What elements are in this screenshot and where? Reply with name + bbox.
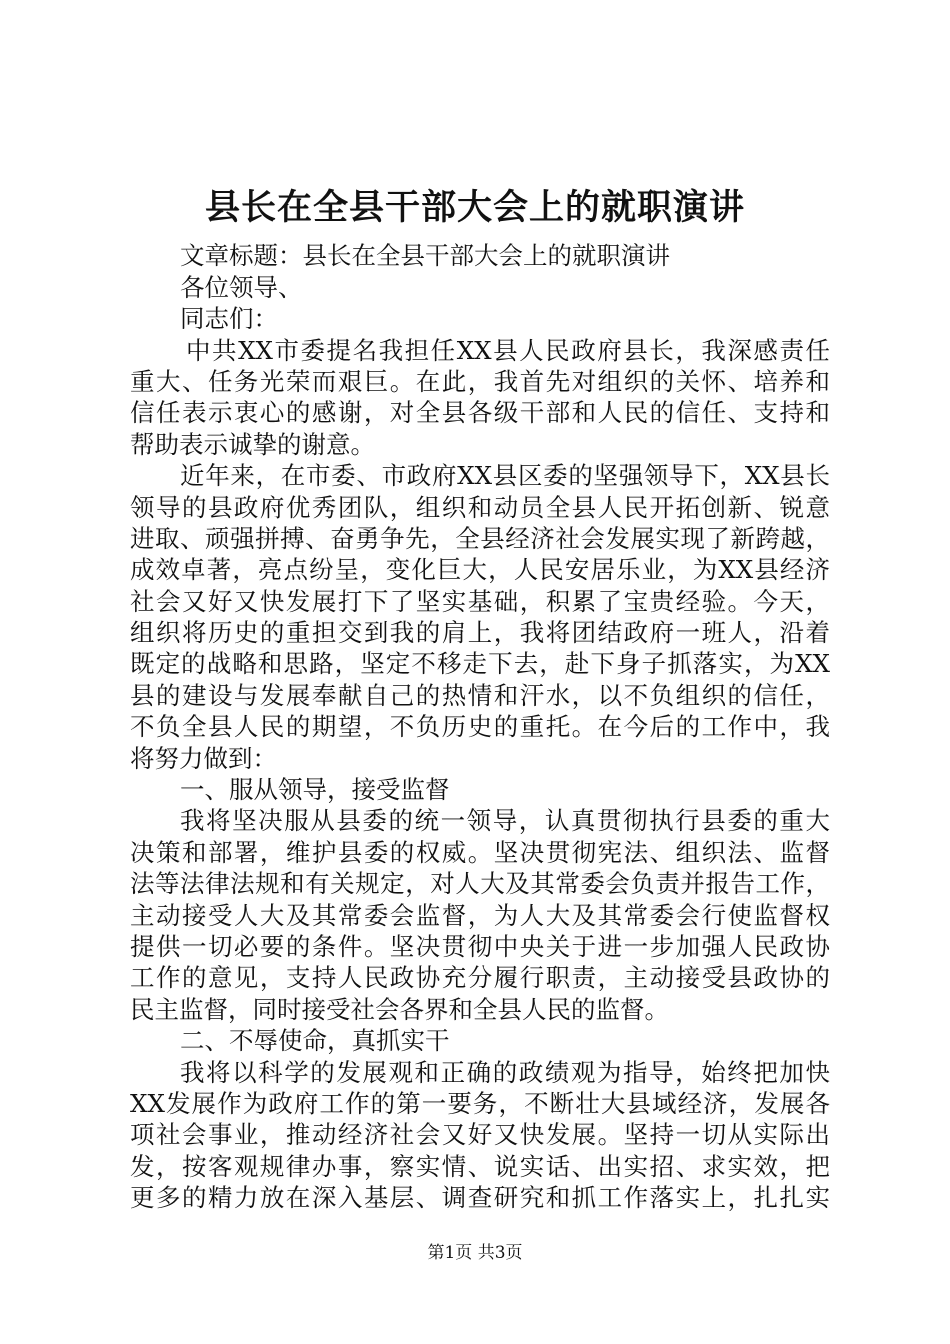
salutation-line: 同志们： <box>180 304 278 334</box>
paragraph-line: 我将坚决服从县委的统一领导，认真贯彻执行县委的重大 <box>180 806 830 836</box>
paragraph-line: 项社会事业，推动经济社会又好又快发展。坚持一切从实际出 <box>130 1120 830 1150</box>
section-heading: 二、不辱使命，真抓实干 <box>180 1026 450 1056</box>
paragraph-line: 既定的战略和思路，坚定不移走下去，赴下身子抓落实，为XX <box>130 649 830 679</box>
page-number: 第1页 共3页 <box>427 1243 523 1263</box>
paragraph-line: 成效卓著，亮点纷呈，变化巨大，人民安居乐业，为XX县经济 <box>130 555 830 585</box>
paragraph-line: 我将以科学的发展观和正确的政绩观为指导，始终把加快 <box>180 1057 830 1087</box>
article-title-line: 文章标题：县长在全县干部大会上的就职演讲 <box>180 241 670 271</box>
paragraph-line: 近年来，在市委、市政府XX县区委的坚强领导下，XX县长 <box>180 461 830 491</box>
paragraph-line: 信任表示衷心的感谢，对全县各级干部和人民的信任、支持和 <box>130 398 830 428</box>
paragraph-line: 领导的县政府优秀团队，组织和动员全县人民开拓创新、锐意 <box>130 492 830 522</box>
body-spacer <box>130 209 830 240</box>
document-body <box>130 209 830 1214</box>
paragraph-line: 不负全县人民的期望，不负历史的重托。在今后的工作中，我 <box>130 712 830 742</box>
section-heading: 一、服从领导，接受监督 <box>180 775 450 805</box>
paragraph-line: 法等法律法规和有关规定，对人大及其常委会负责并报告工作， <box>130 869 830 899</box>
document-title: 县长在全县干部大会上的就职演讲 <box>204 187 745 228</box>
paragraph-line: 工作的意见，支持人民政协充分履行职责，主动接受县政协的 <box>130 963 830 993</box>
paragraph-line: 社会又好又快发展打下了坚实基础，积累了宝贵经验。今天， <box>130 586 830 616</box>
paragraph-line: XX发展作为政府工作的第一要务，不断壮大县域经济，发展各 <box>130 1088 830 1118</box>
paragraph-line: 提供一切必要的条件。坚决贯彻中央关于进一步加强人民政协 <box>130 931 830 961</box>
salutation-line: 各位领导、 <box>180 272 303 302</box>
paragraph-line: 组织将历史的重担交到我的肩上，我将团结政府一班人，沿着 <box>130 618 830 648</box>
paragraph-line: 发，按客观规律办事，察实情、说实话、出实招、求实效，把 <box>130 1151 830 1181</box>
paragraph-line: 决策和部署，维护县委的权威。坚决贯彻宪法、组织法、监督 <box>130 837 830 867</box>
paragraph-line: 帮助表示诚挚的谢意。 <box>130 429 375 459</box>
paragraph-line: 民主监督，同时接受社会各界和全县人民的监督。 <box>130 994 669 1024</box>
paragraph-line: 进取、顽强拼搏、奋勇争先，全县经济社会发展实现了新跨越， <box>130 523 830 553</box>
paragraph-line: 中共XX市委提名我担任XX县人民政府县长，我深感责任 <box>186 335 830 365</box>
paragraph-line: 县的建设与发展奉献自己的热情和汗水，以不负组织的信任， <box>130 680 830 710</box>
paragraph-line: 主动接受人大及其常委会监督，为人大及其常委会行使监督权 <box>130 900 830 930</box>
paragraph-line: 重大、任务光荣而艰巨。在此，我首先对组织的关怀、培养和 <box>130 366 830 396</box>
paragraph-line: 更多的精力放在深入基层、调查研究和抓工作落实上，扎扎实 <box>130 1183 830 1213</box>
paragraph-line: 将努力做到： <box>130 743 277 773</box>
